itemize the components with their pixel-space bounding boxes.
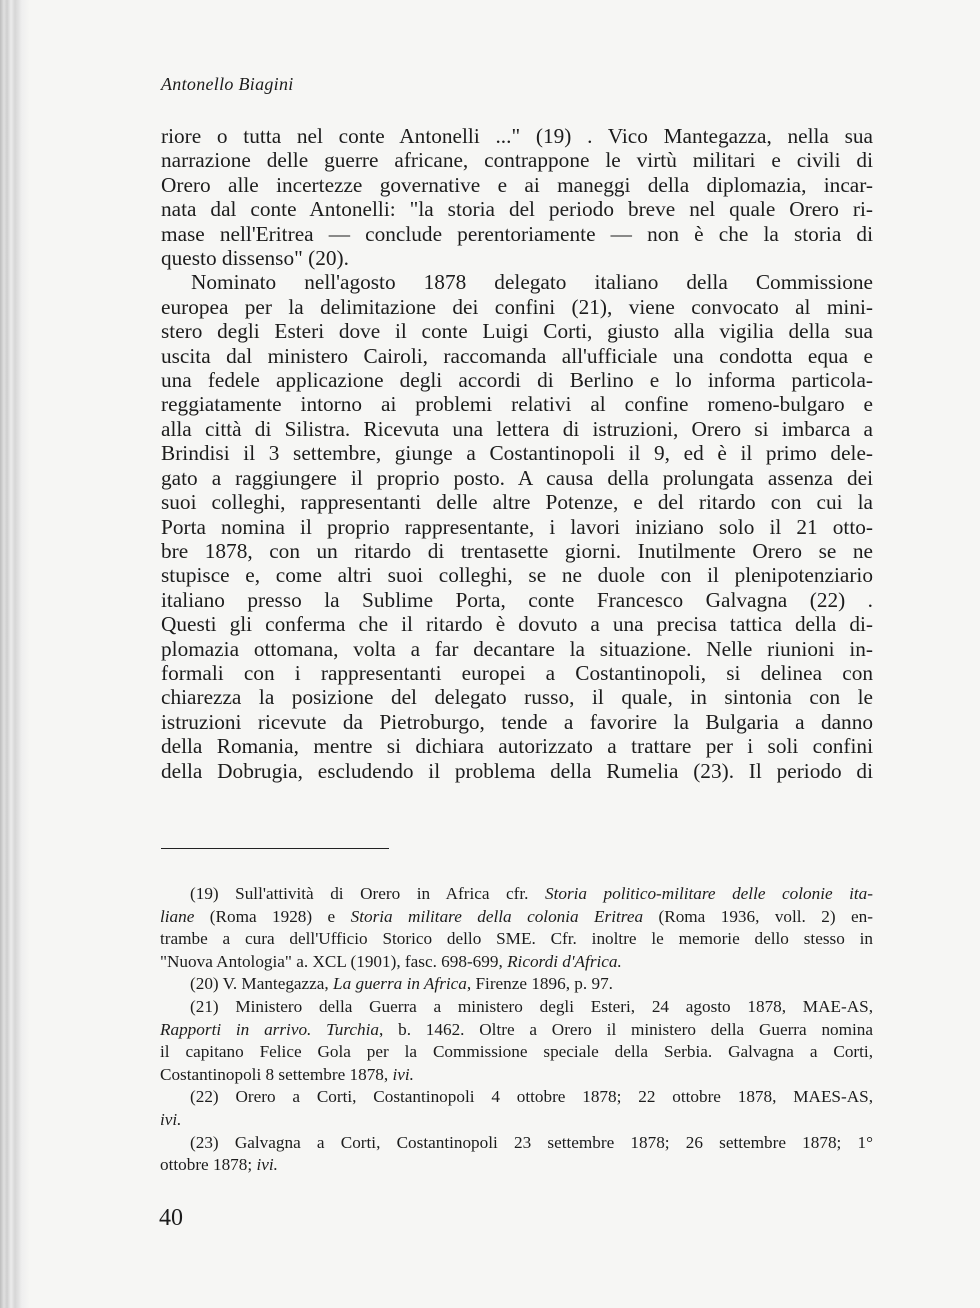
text-line: Brindisi il 3 settembre, giunge a Costantinopoli il 9, ed è il primo dele- bbox=[161, 441, 873, 466]
page-number: 40 bbox=[159, 1205, 183, 1231]
text-line: italiano presso la Sublime Porta, conte Francesco Galvagna (22) . bbox=[161, 587, 873, 612]
footnote-19-line: "Nuova Antologia" a. XCL (1901), fasc. 698-699, Ricordi d'Africa. bbox=[160, 951, 622, 971]
text-line: della Romania, mentre si dichiara autorizzato a trattare per i soli confini bbox=[161, 734, 873, 759]
text-line: gato a raggiungere il proprio posto. A causa della prolungata assenza dei bbox=[161, 465, 873, 490]
text-line: mase nell'Eritrea — conclude perentoriamente — non è che la storia di bbox=[161, 221, 873, 246]
footnote-21-line: il capitano Felice Gola per la Commissione speciale della Serbia. Galvagna a Corti, bbox=[160, 1042, 873, 1062]
footnote-20-line: (20) V. Mantegazza, La guerra in Africa, Firenze 1896, p. 97. bbox=[190, 974, 613, 994]
text-line: una fedele applicazione degli accordi di Berlino e lo informa particola- bbox=[161, 368, 873, 393]
text-line: stupisce e, come altri suoi colleghi, se ne duole con il plenipotenziario bbox=[161, 563, 873, 588]
text-line: Questi gli conferma che il ritardo è dovuto a una precisa tattica della di- bbox=[161, 612, 873, 637]
footnote-19-line: (19) Sull'attività di Orero in Africa cfr. Storia politico-militare delle colonie ita- bbox=[190, 884, 873, 903]
footnote-23-line: ottobre 1878; ivi. bbox=[160, 1155, 278, 1175]
footnote-21-line: Costantinopoli 8 settembre 1878, ivi. bbox=[160, 1064, 414, 1084]
footnotes bbox=[160, 883, 873, 1177]
text-line: alla città di Silistra. Ricevuta una lettera di istruzioni, Orero si imbarca a bbox=[161, 416, 873, 441]
text-line: questo dissenso" (20). bbox=[161, 246, 349, 271]
body-text bbox=[161, 124, 873, 783]
footnote-22-line: ivi. bbox=[160, 1109, 182, 1129]
text-line: bre 1878, con un ritardo di trentasette giorni. Inutilmente Orero se ne bbox=[161, 538, 873, 563]
text-line: istruzioni ricevute da Pietroburgo, tende a favorire la Bulgaria a danno bbox=[161, 709, 873, 734]
footnote-23-line: (23) Galvagna a Corti, Costantinopoli 23 settembre 1878; 26 settembre 1878; 1° bbox=[190, 1132, 873, 1152]
text-line: formali con i rappresentanti europei a Costantinopoli, si delinea con bbox=[161, 660, 873, 685]
footnote-21-line: Rapporti in arrivo. Turchia, b. 1462. Oltre a Orero il ministero della Guerra nomina bbox=[160, 1019, 874, 1039]
footnote-19-line: trambe a cura dell'Ufficio Storico dello SME. Cfr. inoltre le memorie dello stesso in bbox=[160, 929, 873, 949]
text-line: stero degli Esteri dove il conte Luigi Corti, giusto alla vigilia della sua bbox=[161, 319, 873, 344]
text-line: suoi colleghi, rappresentanti delle altre Potenze, e del ritardo con cui la bbox=[161, 490, 873, 515]
footnote-21-line: (21) Ministero della Guerra a ministero degli Esteri, 24 agosto 1878, MAE-AS, bbox=[190, 996, 873, 1016]
text-line: uscita dal ministero Cairoli, raccomanda all'ufficiale una condotta equa e bbox=[161, 343, 873, 368]
text-line: Nominato nell'agosto 1878 delegato italiano della Commissione bbox=[191, 270, 873, 295]
text-line: europea per la delimitazione dei confini (21), viene convocato al mini- bbox=[161, 294, 873, 319]
footnote-separator bbox=[161, 848, 389, 849]
page-binding-edge bbox=[0, 0, 30, 1308]
text-line: riore o tutta nel conte Antonelli ..." (19) . Vico Mantegazza, nella sua bbox=[161, 124, 873, 148]
footnote-19-line: liane (Roma 1928) e Storia militare della colonia Eritrea (Roma 1936, voll. 2) en- bbox=[160, 906, 873, 926]
text-line: della Dobrugia, escludendo il problema della Rumelia (23). Il periodo di bbox=[161, 758, 873, 783]
text-line: narrazione delle guerre africane, contrappone le virtù militari e civili di bbox=[161, 148, 873, 173]
text-line: plomazia ottomana, volta a far decantare la situazione. Nelle riunioni in- bbox=[161, 636, 873, 661]
text-line: Porta nomina il proprio rappresentante, i lavori iniziano solo il 21 otto- bbox=[161, 514, 873, 539]
text-line: reggiatamente intorno ai problemi relativi al confine romeno-bulgaro e bbox=[161, 392, 873, 417]
text-line: chiarezza la posizione del delegato russo, il quale, in sintonia con le bbox=[161, 685, 873, 710]
running-head: Antonello Biagini bbox=[161, 74, 294, 94]
footnote-22-line: (22) Orero a Corti, Costantinopoli 4 ottobre 1878; 22 ottobre 1878, MAES-AS, bbox=[190, 1087, 873, 1107]
text-line: nata dal conte Antonelli: "la storia del periodo breve nel quale Orero ri- bbox=[161, 197, 873, 222]
text-line: Orero alle incertezze governative e ai maneggi della diplomazia, incar- bbox=[161, 172, 873, 197]
